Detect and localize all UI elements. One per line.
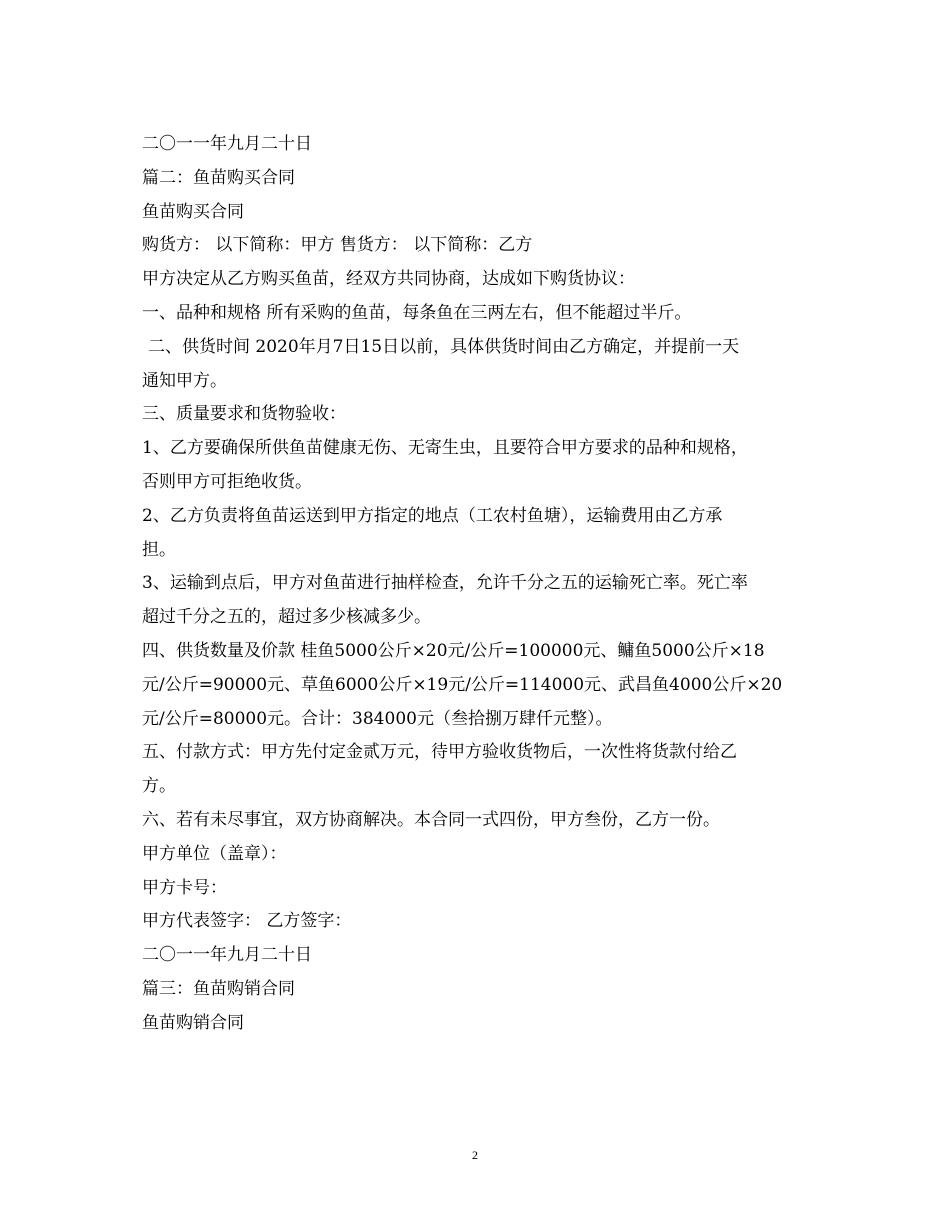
clause-2: 二、供货时间 2020年月7日15日以前，具体供货时间由乙方确定，并提前一天 [148,336,740,357]
clause-6: 六、若有未尽事宜，双方协商解决。本合同一式四份，甲方叁份，乙方一份。 [142,809,720,830]
clause-3-item-3: 3、运输到点后，甲方对鱼苗进行抽样检查，允许千分之五的运输死亡率。死亡率 [142,573,748,594]
party-a-card-number: 甲方卡号： [142,877,227,898]
preamble-line: 甲方决定从乙方购买鱼苗，经双方共同协商，达成如下购货协议： [142,269,635,290]
clause-3-item-1: 1、乙方要确保所供鱼苗健康无伤、无寄生虫，且要符合甲方要求的品种和规格， [142,438,748,459]
date-line: 二〇一一年九月二十日 [142,134,312,154]
signature-line: 甲方代表签字： 乙方签字： [142,911,352,932]
clause-1: 一、品种和规格 所有采购的鱼苗，每条鱼在三两左右，但不能超过半斤。 [142,302,692,323]
section-heading-3: 篇三：鱼苗购销合同 [142,978,295,999]
signing-date: 二〇一一年九月二十日 [142,945,312,966]
page-number: 2 [472,1148,478,1162]
clause-4-continued-2: 元/公斤=80000元。合计：384000元（叁拾捌万肆仟元整）。 [142,708,613,729]
next-contract-title: 鱼苗购销合同 [142,1012,244,1033]
clause-3-item-1-continued: 否则甲方可拒绝收货。 [142,471,312,492]
clause-4-continued-1: 元/公斤=90000元、草鱼6000公斤×19元/公斤=114000元、武昌鱼4000公斤×20 [142,674,783,695]
clause-3-item-2-continued: 担。 [142,539,176,560]
party-a-unit-seal: 甲方单位（盖章）： [142,843,287,864]
section-heading-2: 篇二：鱼苗购买合同 [142,167,295,188]
document-body [142,128,822,1041]
clause-3-heading: 三、质量要求和货物验收： [142,404,346,425]
contract-title: 鱼苗购买合同 [142,201,244,222]
clause-5-continued: 方。 [142,776,176,797]
clause-5: 五、付款方式：甲方先付定金贰万元，待甲方验收货物后，一次性将货款付给乙 [142,742,737,763]
clause-3-item-2: 2、乙方负责将鱼苗运送到甲方指定的地点（工农村鱼塘），运输费用由乙方承 [142,505,723,526]
clause-3-item-3-continued: 超过千分之五的，超过多少核减多少。 [142,607,431,628]
clause-4: 四、供货数量及价款 桂鱼5000公斤×20元/公斤=100000元、鳙鱼5000公斤×18 [142,640,765,661]
clause-2-continued: 通知甲方。 [142,370,227,391]
parties-line: 购货方： 以下简称：甲方 售货方： 以下简称：乙方 [142,235,533,256]
